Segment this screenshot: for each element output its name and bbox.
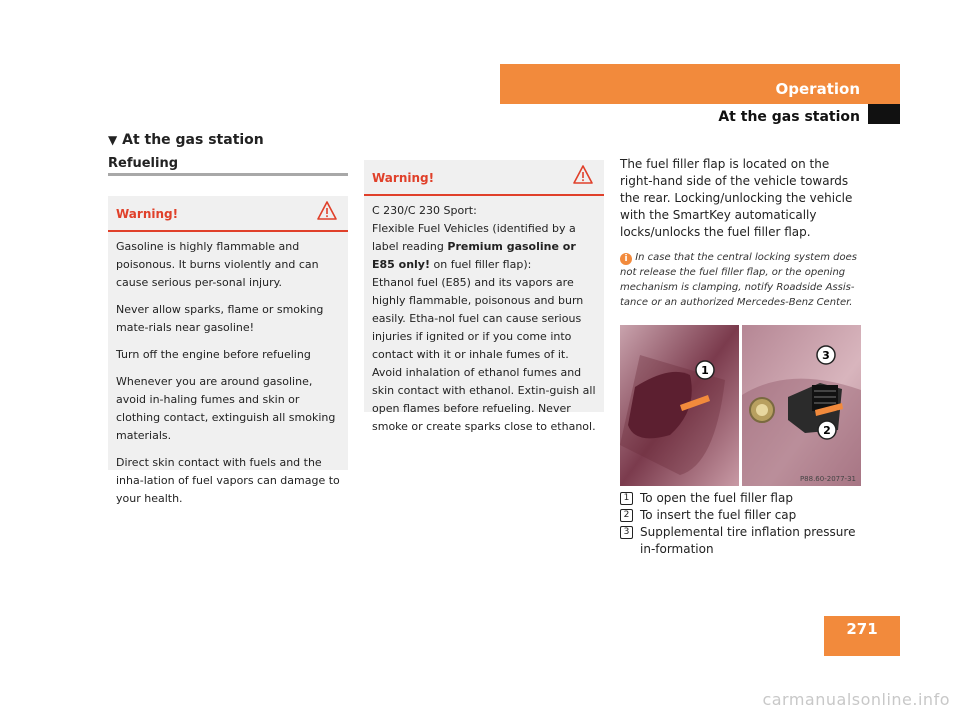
svg-text:2: 2 (823, 424, 831, 437)
divider (108, 173, 348, 176)
caption-item: 3 Supplemental tire inflation pressure in-formation (620, 524, 865, 558)
caption-list (620, 490, 865, 558)
caption-item: 1 To open the fuel filler flap (620, 490, 865, 507)
page-number: 271 (846, 620, 878, 638)
watermark[interactable]: carmanualsonline.info (762, 690, 950, 709)
warning-header (364, 160, 604, 196)
subheading: Refueling (108, 156, 179, 171)
warning-paragraph: Whenever you are around gasoline, avoid in-haling fumes and skin or clothing contact, extinguish all smoking materials. (116, 375, 336, 442)
callout-number: 2 (620, 509, 633, 522)
warning-paragraph: Gasoline is highly flammable and poisonous. It burns violently and can cause serious per-sonal injury. (116, 240, 319, 289)
warning-title: Warning! (372, 171, 435, 185)
chapter-title: Operation (775, 80, 860, 98)
warning-paragraph: Direct skin contact with fuels and the inha-lation of fuel vapors can damage to your health. (116, 456, 340, 505)
callout-number: 3 (620, 526, 633, 539)
page-number-tab (824, 616, 900, 656)
warning-flex-fuel-line: Flexible Fuel Vehicles (identified by a label reading Premium gasoline or E85 only! on fuel filler flap): (372, 222, 576, 271)
figure-code: P88.60-2077-31 (799, 475, 856, 483)
info-icon: i (620, 253, 632, 265)
caption-item: 2 To insert the fuel filler cap (620, 507, 865, 524)
svg-text:3: 3 (822, 349, 830, 362)
warning-box-gasoline (108, 196, 348, 505)
warning-paragraph: Ethanol fuel (E85) and its vapors are highly flammable, poisonous and burn easily. Etha-nol fuel can cause serious injuries if ignited or if you come into contact with it or inhale fumes of it. Avoid inhalation of ethanol fumes and skin contact with ethanol. Extin-guish all open flames before refueling. Never smoke or create sparks close to ethanol. (372, 276, 596, 433)
warning-paragraph: Turn off the engine before refueling (116, 348, 311, 361)
fuel-flap-illustration (620, 325, 861, 486)
callout-number: 1 (620, 492, 633, 505)
warning-model-line: C 230/C 230 Sport: (372, 204, 477, 217)
info-note: i In case that the central locking system does not release the fuel filler flap, or the opening mechanism is clamping, notify Roadside Assis-tance or an authorized Mercedes-Benz Center. (620, 252, 857, 308)
label-text: Premium gasoline or E85 only! (372, 240, 576, 271)
body-text: The fuel filler flap is located on the right-hand side of the vehicle towards the rear. Locking/unlocking the vehicle with the SmartKey automatically locks/unlocks the fuel filler flap. (620, 157, 853, 239)
section-header: At the gas station (718, 109, 860, 125)
warning-title: Warning! (116, 207, 179, 221)
svg-text:1: 1 (701, 364, 709, 377)
warning-header (108, 196, 348, 232)
warning-triangle-icon (572, 164, 594, 192)
triangle-down-icon: ▼ (108, 133, 118, 147)
warning-triangle-icon (316, 200, 338, 228)
warning-paragraph: Never allow sparks, flame or smoking mate-rials near gasoline! (116, 303, 324, 334)
page-title: ▼ At the gas station (108, 132, 264, 148)
warning-box-ethanol (364, 160, 604, 433)
header-tab (868, 104, 900, 124)
